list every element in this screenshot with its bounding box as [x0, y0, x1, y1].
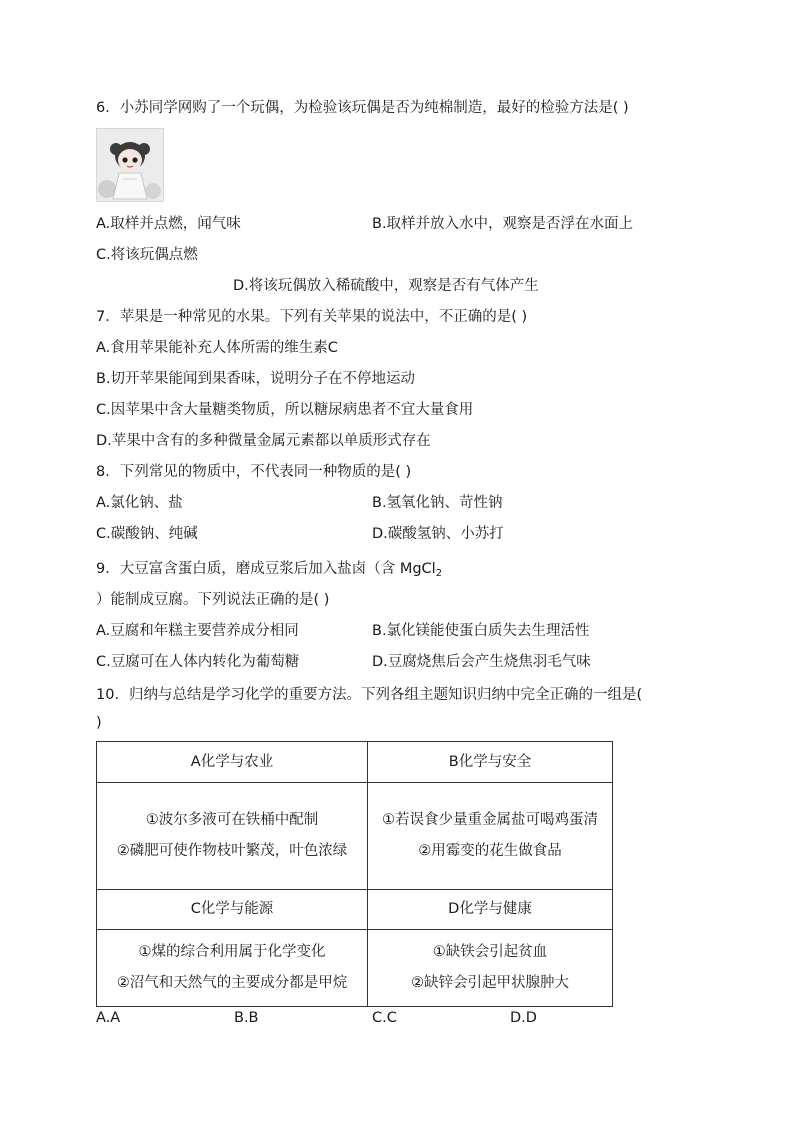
- knowledge-table: [96, 741, 613, 1007]
- q6-option-c: C.将该玩偶点燃: [96, 247, 198, 263]
- cell-c-item-2: ②沼气和天然气的主要成分都是甲烷: [116, 975, 348, 991]
- q10-stem: 10．归纳与总结是学习化学的重要方法。下列各组主题知识归纳中完全正确的一组是(: [96, 687, 643, 703]
- q8-option-c: C.碳酸钠、纯碱: [96, 526, 198, 542]
- cell-b-content: [368, 783, 613, 890]
- q7-option-a: A.食用苹果能补充人体所需的维生素C: [96, 340, 338, 356]
- q9-option-c: C.豆腐可在人体内转化为葡萄糖: [96, 654, 300, 670]
- doll-image: [96, 128, 164, 202]
- cell-d-title: D化学与健康: [368, 890, 613, 930]
- q9-option-d: D.豆腐烧焦后会产生烧焦羽毛气味: [372, 654, 591, 670]
- q10-stem-continued: ): [96, 715, 102, 731]
- q8-option-b: B.氢氧化钠、苛性钠: [372, 495, 503, 511]
- q6-option-d: D.将该玩偶放入稀硫酸中，观察是否有气体产生: [233, 278, 539, 294]
- q7-option-b: B.切开苹果能闻到果香味，说明分子在不停地运动: [96, 371, 416, 387]
- q10-answer-d: D.D: [510, 1010, 537, 1026]
- cell-c-item-1: ①煤的综合利用属于化学变化: [138, 944, 326, 960]
- cell-b-item-2: ②用霉变的花生做食品: [418, 843, 562, 859]
- q9-stem-text: 9．大豆富含蛋白质，磨成豆浆后加入盐卤（含 MgCl: [96, 561, 436, 577]
- q9-stem-continued: ）能制成豆腐。下列说法正确的是( ): [96, 592, 330, 608]
- doll-illustration: [97, 129, 163, 201]
- q7-stem: 7．苹果是一种常见的水果。下列有关苹果的说法中，不正确的是( ): [96, 309, 528, 325]
- cell-a-item-1: ①波尔多液可在铁桶中配制: [145, 812, 319, 828]
- q10-answer-b: B.B: [234, 1010, 259, 1026]
- q9-option-b: B.氯化镁能使蛋白质失去生理活性: [372, 623, 590, 639]
- q6-option-a: A.取样并点燃，闻气味: [96, 216, 241, 232]
- q9-stem: [96, 559, 442, 584]
- q7-option-c: C.因苹果中含大量糖类物质，所以糖尿病患者不宜大量食用: [96, 402, 474, 418]
- q8-stem: 8．下列常见的物质中，不代表同一种物质的是( ): [96, 464, 412, 480]
- cell-b-title: B化学与安全: [368, 742, 613, 783]
- cell-c-title: C化学与能源: [97, 890, 368, 930]
- q9-option-a: A.豆腐和年糕主要营养成分相同: [96, 623, 299, 639]
- q8-option-d: D.碳酸氢钠、小苏打: [372, 526, 504, 542]
- cell-d-item-2: ②缺锌会引起甲状腺肿大: [411, 975, 569, 991]
- cell-d-item-1: ①缺铁会引起贫血: [432, 944, 548, 960]
- cell-c-content: [97, 930, 368, 1007]
- cell-b-item-1: ①若误食少量重金属盐可喝鸡蛋清: [382, 812, 598, 828]
- q10-answer-a: A.A: [96, 1010, 121, 1026]
- cell-d-content: [368, 930, 613, 1007]
- q10-answer-c: C.C: [372, 1010, 397, 1026]
- cell-a-title: A化学与农业: [97, 742, 368, 783]
- q7-option-d: D.苹果中含有的多种微量金属元素都以单质形式存在: [96, 433, 431, 449]
- q9-subscript: 2: [435, 568, 443, 579]
- q6-option-b: B.取样并放入水中，观察是否浮在水面上: [372, 216, 634, 232]
- q8-option-a: A.氯化钠、盐: [96, 495, 183, 511]
- q6-stem: 6．小苏同学网购了一个玩偶，为检验该玩偶是否为纯棉制造，最好的检验方法是( ): [96, 100, 629, 116]
- cell-a-content: [97, 783, 368, 890]
- cell-a-item-2: ②磷肥可使作物枝叶繁茂，叶色浓绿: [116, 843, 348, 859]
